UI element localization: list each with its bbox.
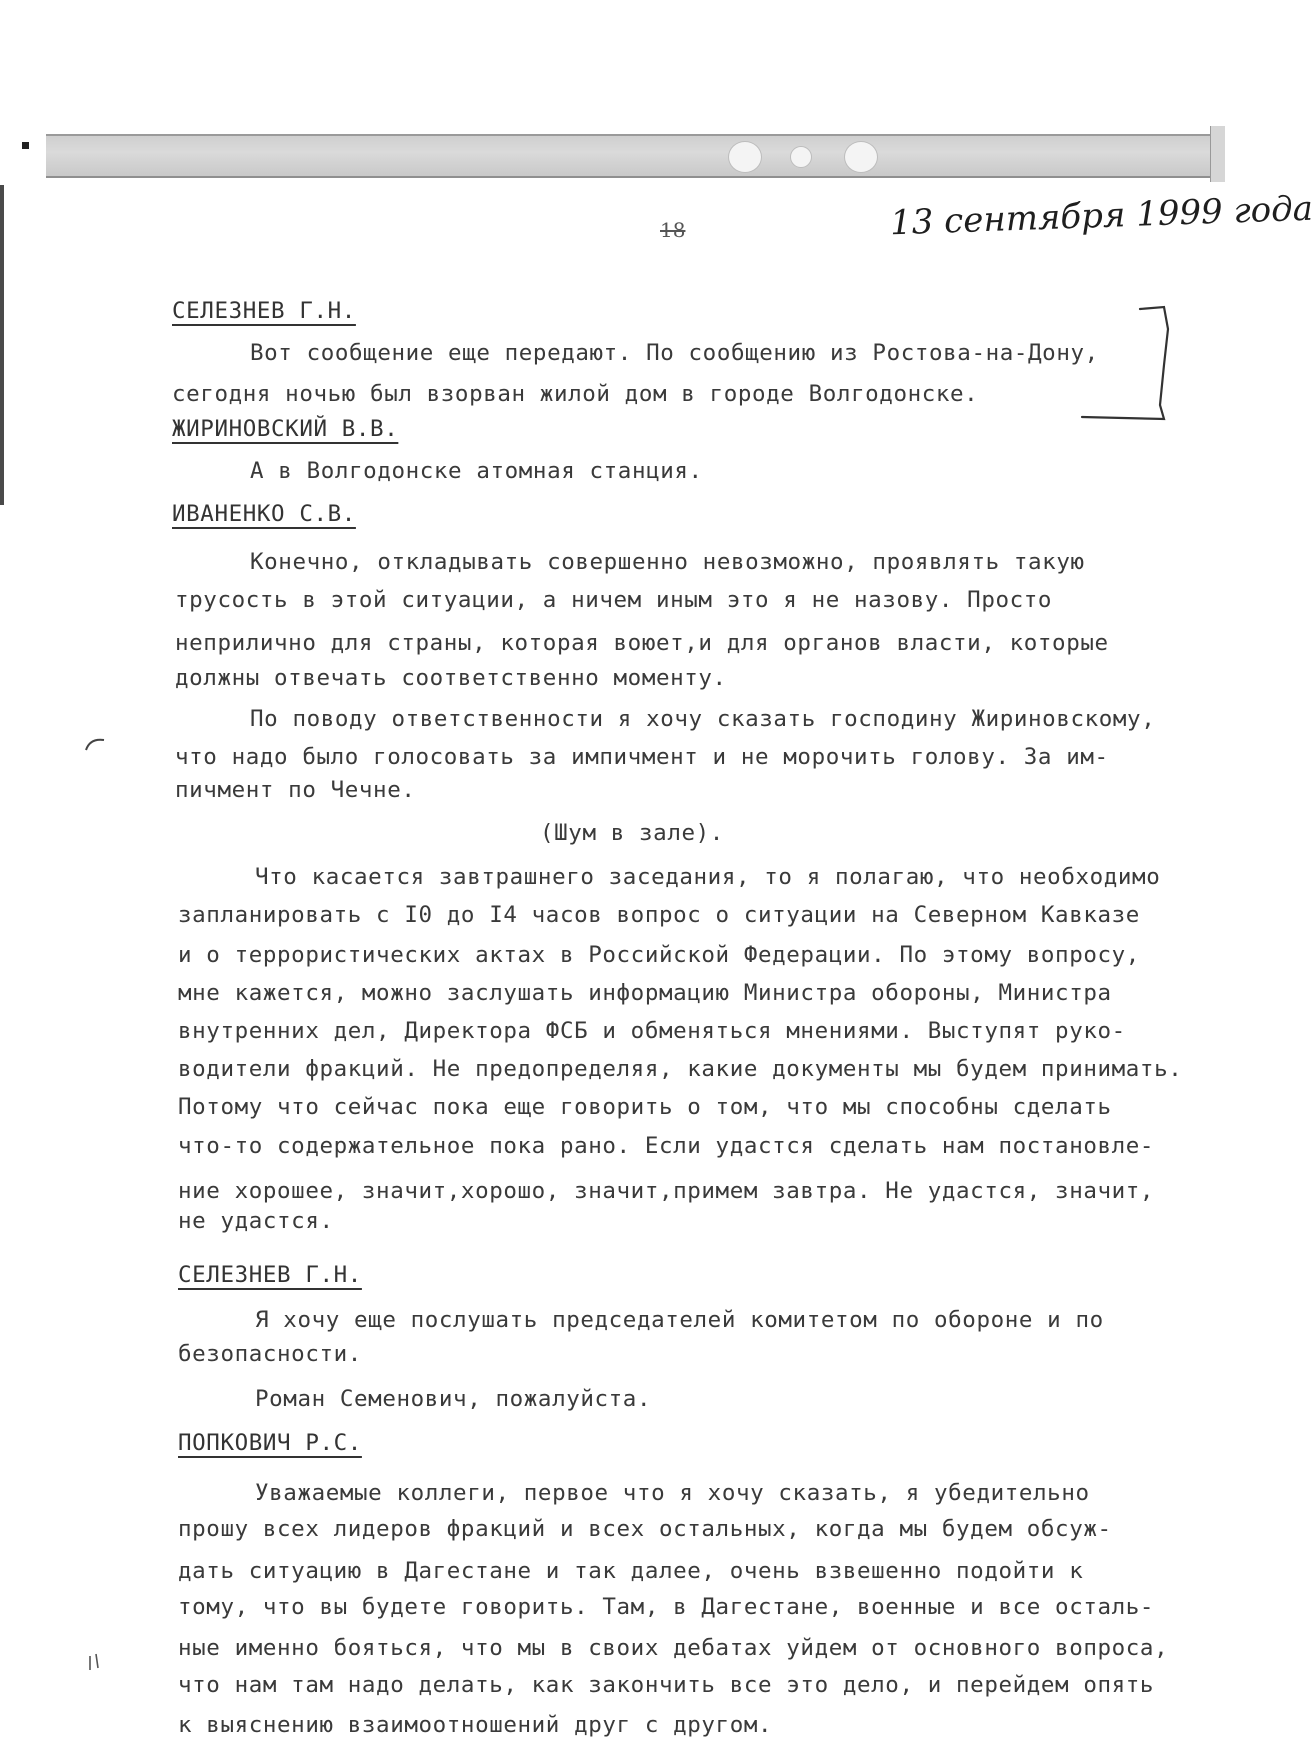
transcript-line: безопасности. [178, 1341, 362, 1367]
punch-hole-center [790, 146, 812, 168]
transcript-line: запланировать с I0 до I4 часов вопрос о ситуации на Северном Кавказе [178, 902, 1140, 928]
transcript-line: мне кажется, можно заслушать информацию Министра обороны, Министра [178, 980, 1112, 1006]
speaker-name: ЖИРИНОВСКИЙ В.В. [172, 416, 399, 442]
speaker-name: ИВАНЕНКО С.В. [172, 501, 356, 527]
transcript-line: к выяснению взаимоотношений друг с другом. [178, 1712, 773, 1738]
transcript-line: Уважаемые коллеги, первое что я хочу сказать, я убедительно [255, 1480, 1090, 1506]
speaker-name: ПОПКОВИЧ Р.С. [178, 1430, 362, 1456]
handwritten-date: 13 сентября 1999 года [889, 188, 1314, 244]
transcript-line: трусость в этой ситуации, а ничем иным это я не назову. Просто [175, 587, 1053, 613]
stage-direction: (Шум в зале). [540, 820, 724, 846]
punch-hole-right [844, 141, 878, 173]
transcript-line: ные именно бояться, что мы в своих дебатах уйдем от основного вопроса, [178, 1635, 1169, 1661]
transcript-line: А в Волгодонске атомная станция. [250, 458, 703, 484]
transcript-line: тому, что вы будете говорить. Там, в Дагестане, военные и все осталь- [178, 1594, 1155, 1620]
transcript-line: дать ситуацию в Дагестане и так далее, очень взвешенно подойти к [178, 1558, 1084, 1584]
scan-artifact-dot [22, 142, 29, 149]
transcript-line: Что касается завтрашнего заседания, то я полагаю, что необходимо [255, 864, 1161, 890]
transcript-line: прошу всех лидеров фракций и всех остальных, когда мы будем обсуж- [178, 1516, 1112, 1542]
transcript-line: ние хорошее, значит,хорошо, значит,примем завтра. Не удастся, значит, [178, 1178, 1155, 1204]
transcript-line: должны отвечать соответственно моменту. [175, 665, 727, 691]
transcript-line: Потому что сейчас пока еще говорить о том, что мы способны сделать [178, 1094, 1112, 1120]
transcript-line: Роман Семенович, пожалуйста. [255, 1386, 652, 1412]
transcript-line: Вот сообщение еще передают. По сообщению из Ростова-на-Дону, [250, 340, 1099, 366]
transcript-line: пичмент по Чечне. [175, 777, 416, 803]
speaker-name: СЕЛЕЗНЕВ Г.Н. [172, 298, 356, 324]
transcript-line: неприлично для страны, которая воюет,и для органов власти, которые [175, 630, 1109, 656]
transcript-line: что-то содержательное пока рано. Если удастся сделать нам постановле- [178, 1133, 1155, 1159]
punch-hole-left [728, 141, 762, 173]
transcript-line: что надо было голосовать за импичмент и не морочить голову. За им- [175, 744, 1109, 770]
stray-pen-mark [86, 1652, 104, 1672]
transcript-line: водители фракций. Не предопределяя, какие документы мы будем принимать. [178, 1056, 1183, 1082]
transcript-line: Я хочу еще послушать председателей комитетом по обороне и по [255, 1307, 1104, 1333]
transcript-line: внутренних дел, Директора ФСБ и обменяться мнениями. Выступят руко- [178, 1018, 1126, 1044]
page-number: 18 [660, 218, 686, 242]
transcript-line: и о террористических актах в Российской Федерации. По этому вопросу, [178, 942, 1140, 968]
transcript-line: не удастся. [178, 1208, 334, 1234]
scanner-strip-end [1210, 126, 1225, 182]
page-edge-shadow [0, 185, 4, 505]
transcript-line: По поводу ответственности я хочу сказать господину Жириновскому, [250, 706, 1156, 732]
transcript-line: Конечно, откладывать совершенно невозможно, проявлять такую [250, 549, 1085, 575]
scanner-strip [46, 134, 1221, 178]
speaker-name: СЕЛЕЗНЕВ Г.Н. [178, 1262, 362, 1288]
transcript-line: что нам там надо делать, как закончить все это дело, и перейдем опять [178, 1672, 1155, 1698]
stray-pen-mark [84, 734, 108, 752]
transcript-line: сегодня ночью был взорван жилой дом в городе Волгодонске. [172, 381, 979, 407]
